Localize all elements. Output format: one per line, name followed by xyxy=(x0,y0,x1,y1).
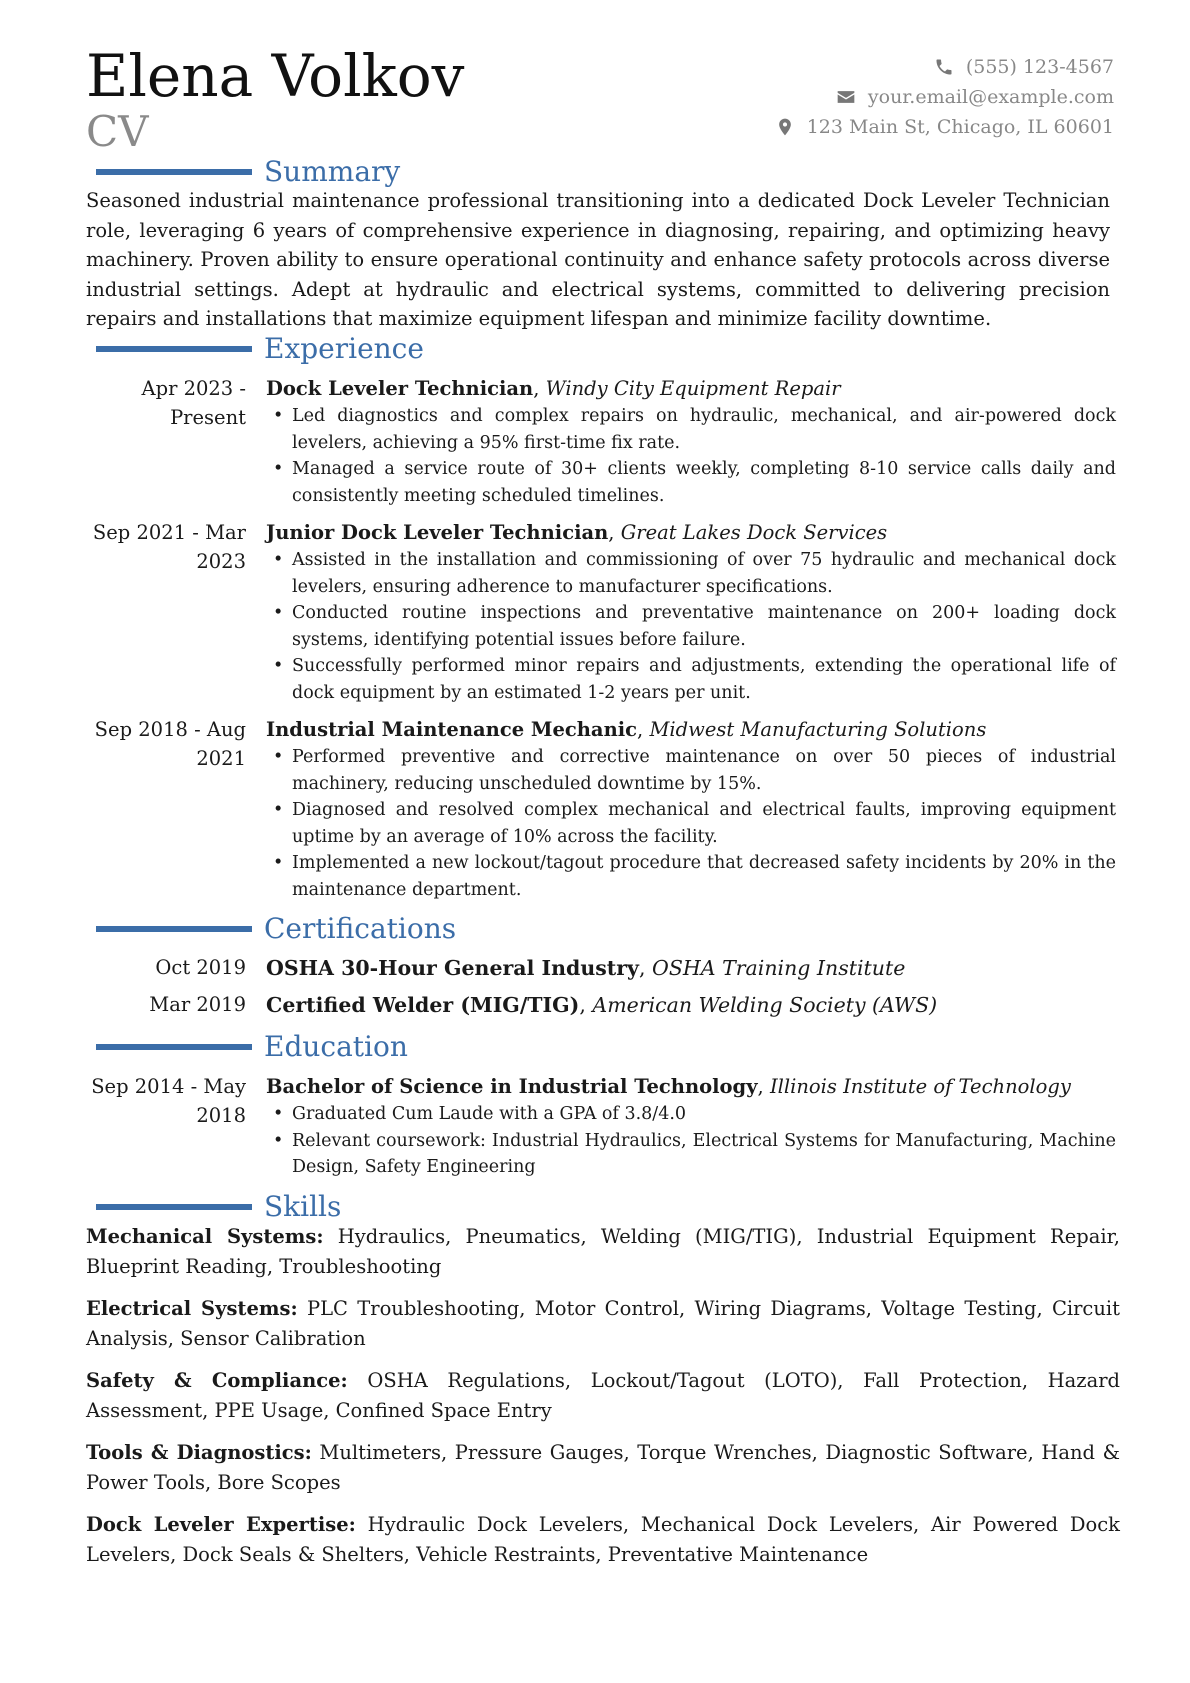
entry-date: Sep 2021 - Mar 2023 xyxy=(92,521,246,573)
section-accent-bar xyxy=(96,1044,252,1050)
section-title: Experience xyxy=(264,332,424,365)
skill-group xyxy=(86,1438,1120,1497)
section-header-summary xyxy=(96,155,400,189)
entry-date: Apr 2023 - Present xyxy=(141,377,246,429)
certification-entry xyxy=(86,951,1116,985)
entry-heading: Bachelor of Science in Industrial Technology, Illinois Institute of Technology xyxy=(266,1075,1071,1098)
entry-bullets xyxy=(266,744,1116,903)
entry-organization: OSHA Training Institute xyxy=(652,956,906,980)
entry-title: Bachelor of Science in Industrial Technology xyxy=(266,1075,758,1098)
candidate-name: Elena Volkov xyxy=(86,42,465,110)
entry-heading: Certified Welder (MIG/TIG), American Welding Society (AWS) xyxy=(266,993,938,1017)
skill-group xyxy=(86,1366,1120,1425)
entry-date: Sep 2018 - Aug 2021 xyxy=(94,718,246,770)
section-title: Skills xyxy=(264,1190,342,1223)
entry-organization: Great Lakes Dock Services xyxy=(620,521,888,544)
skill-items: OSHA Regulations, Lockout/Tagout (LOTO), Fall Protection, Hazard Assessment, PPE Usage, Confined Space Entry xyxy=(86,1369,1121,1422)
section-title: Summary xyxy=(264,155,401,188)
entry-heading: OSHA 30-Hour General Industry, OSHA Training Institute xyxy=(266,956,906,980)
bullet-item: • Graduated Cum Laude with a GPA of 3.8/4.0 xyxy=(266,1101,1116,1128)
bullet-item: • Implemented a new lockout/tagout procedure that decreased safety incidents by 20% in the maintenance department. xyxy=(266,850,1116,903)
bullet-item: • Diagnosed and resolved complex mechanical and electrical faults, improving equipment uptime by an average of 10% across the facility. xyxy=(266,797,1116,850)
certification-entry xyxy=(86,988,1116,1022)
phone-icon xyxy=(934,57,954,77)
skill-group xyxy=(86,1294,1120,1353)
bullet-item: • Led diagnostics and complex repairs on hydraulic, mechanical, and air-powered dock levelers, achieving a 95% first-time fix rate. xyxy=(266,403,1116,456)
entry-bullets xyxy=(266,1101,1116,1181)
skill-label: Safety & Compliance: xyxy=(86,1369,348,1392)
entry-organization: American Welding Society (AWS) xyxy=(592,993,938,1017)
entry-heading: Junior Dock Leveler Technician, Great Lakes Dock Services xyxy=(266,521,888,544)
section-header-education xyxy=(96,1030,408,1064)
section-header-certifications xyxy=(96,912,456,946)
skill-label: Electrical Systems: xyxy=(86,1297,298,1320)
skill-group xyxy=(86,1510,1120,1569)
skill-label: Tools & Diagnostics: xyxy=(86,1441,312,1464)
summary-text: Seasoned industrial maintenance professional transitioning into a dedicated Dock Leveler Technician role, leveraging 6 years of comprehensive experience in diagnosing, repairing, and optimizing heavy machinery. Proven ability to ensure operational continuity and enhance safety protocols across diverse industrial settings. Adept at hydraulic and electrical systems, committed to delivering precision repairs and installations that maximize equipment lifespan and minimize facility downtime. xyxy=(86,189,1110,330)
bullet-item: • Conducted routine inspections and preventative maintenance on 200+ loading dock systems, identifying potential issues before failure. xyxy=(266,600,1116,653)
phone-text: (555) 123-4567 xyxy=(965,56,1114,78)
entry-organization: Windy City Equipment Repair xyxy=(545,377,841,400)
entry-title: Certified Welder (MIG/TIG) xyxy=(266,993,580,1017)
entry-title: Junior Dock Leveler Technician xyxy=(266,521,609,544)
section-title: Education xyxy=(264,1030,408,1063)
section-accent-bar xyxy=(96,926,252,932)
entry-date: Mar 2019 xyxy=(149,993,246,1016)
contact-phone[interactable] xyxy=(775,52,1114,82)
entry-title: Dock Leveler Technician xyxy=(266,377,534,400)
entry-date: Sep 2014 - May 2018 xyxy=(91,1075,246,1127)
bullet-item: • Performed preventive and corrective maintenance on over 50 pieces of industrial machinery, reducing unscheduled downtime by 15%. xyxy=(266,744,1116,797)
document-subtitle: CV xyxy=(86,107,149,156)
contact-email[interactable] xyxy=(775,82,1114,112)
section-accent-bar xyxy=(96,169,252,175)
entry-title: OSHA 30-Hour General Industry xyxy=(266,956,639,980)
section-title: Certifications xyxy=(264,912,457,945)
entry-organization: Midwest Manufacturing Solutions xyxy=(649,718,987,741)
entry-title: Industrial Maintenance Mechanic xyxy=(266,718,638,741)
entry-heading: Dock Leveler Technician, Windy City Equipment Repair xyxy=(266,377,841,400)
skill-items: Hydraulic Dock Levelers, Mechanical Dock Levelers, Air Powered Dock Levelers, Dock Seals & Shelters, Vehicle Restraints, Preventative Maintenance xyxy=(86,1513,1121,1566)
section-accent-bar xyxy=(96,1204,252,1210)
entry-bullets xyxy=(266,547,1116,706)
skill-items: Multimeters, Pressure Gauges, Torque Wrenches, Diagnostic Software, Hand & Power Tools, Bore Scopes xyxy=(86,1441,1120,1494)
map-marker-icon xyxy=(775,117,795,137)
skill-label: Dock Leveler Expertise: xyxy=(86,1513,356,1536)
contact-block xyxy=(775,52,1114,142)
skill-items: Hydraulics, Pneumatics, Welding (MIG/TIG), Industrial Equipment Repair, Blueprint Reading, Troubleshooting xyxy=(86,1225,1120,1278)
address-text: 123 Main St, Chicago, IL 60601 xyxy=(806,116,1114,138)
entry-organization: Illinois Institute of Technology xyxy=(769,1075,1071,1098)
entry-date: Oct 2019 xyxy=(155,956,246,979)
skill-group xyxy=(86,1222,1120,1281)
email-text: your.email@example.com xyxy=(867,86,1114,108)
contact-address xyxy=(775,112,1114,142)
bullet-item: • Managed a service route of 30+ clients weekly, completing 8-10 service calls daily and consistently meeting scheduled timelines. xyxy=(266,456,1116,509)
section-accent-bar xyxy=(96,346,252,352)
section-header-skills xyxy=(96,1190,341,1224)
entry-heading: Industrial Maintenance Mechanic, Midwest Manufacturing Solutions xyxy=(266,718,987,741)
section-header-experience xyxy=(96,332,424,366)
skill-label: Mechanical Systems: xyxy=(86,1225,324,1248)
entry-bullets xyxy=(266,403,1116,509)
bullet-item: • Successfully performed minor repairs and adjustments, extending the operational life of dock equipment by an estimated 1-2 years per unit. xyxy=(266,653,1116,706)
skill-items: PLC Troubleshooting, Motor Control, Wiring Diagrams, Voltage Testing, Circuit Analysis, Sensor Calibration xyxy=(86,1297,1120,1350)
skills-list xyxy=(86,1222,1120,1582)
bullet-item: • Assisted in the installation and commissioning of over 75 hydraulic and mechanical dock levelers, ensuring adherence to manufacturer specifications. xyxy=(266,547,1116,600)
bullet-item: • Relevant coursework: Industrial Hydraulics, Electrical Systems for Manufacturing, Machine Design, Safety Engineering xyxy=(266,1128,1116,1181)
envelope-icon xyxy=(836,87,856,107)
